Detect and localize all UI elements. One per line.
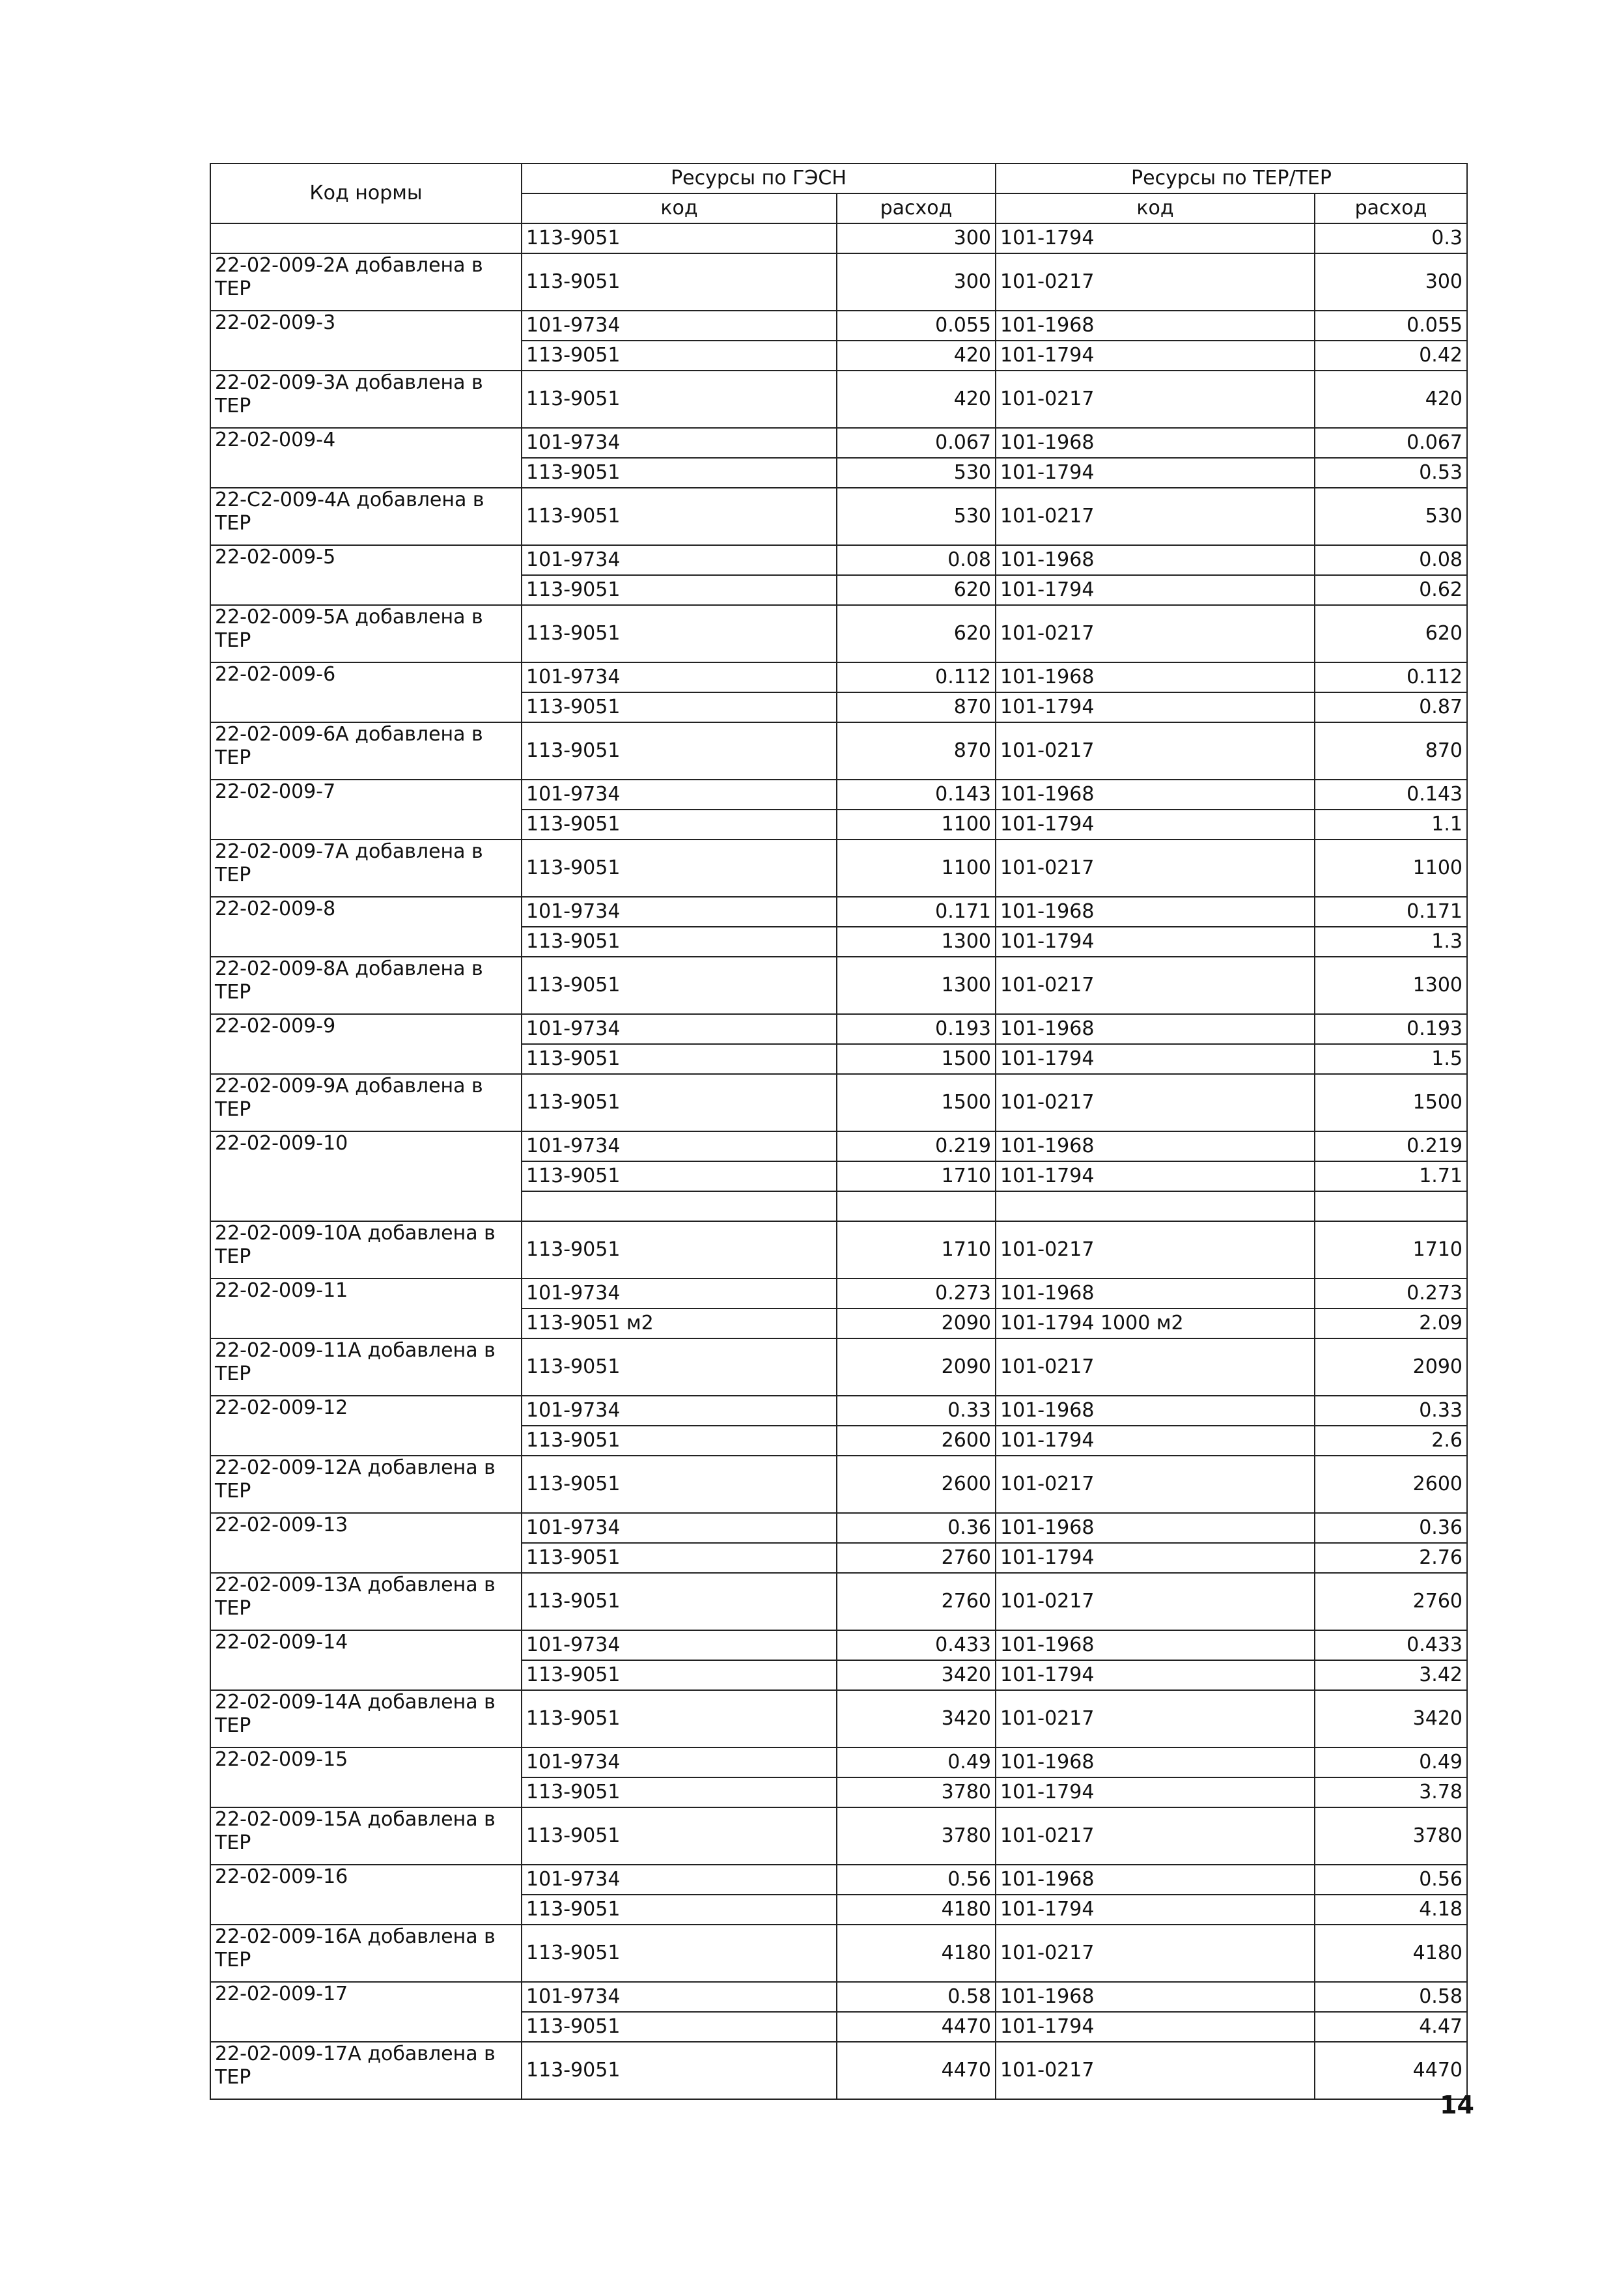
gesn-code-cell: 101-9734 <box>522 1982 837 2012</box>
ter-rate-cell: 1100 <box>1315 840 1467 897</box>
ter-rate-cell: 1.1 <box>1315 810 1467 840</box>
ter-rate-cell: 0.62 <box>1315 575 1467 605</box>
table-body <box>210 223 1467 2099</box>
ter-code-cell: 101-0217 <box>996 1807 1315 1865</box>
ter-code-cell: 101-1794 <box>996 692 1315 722</box>
table-row <box>210 1807 1467 1865</box>
ter-code-cell: 101-1794 <box>996 1777 1315 1807</box>
ter-code-cell: 101-1968 <box>996 1014 1315 1044</box>
ter-code-cell: 101-1968 <box>996 311 1315 341</box>
gesn-code-cell: 113-9051 <box>522 1690 837 1747</box>
ter-code-cell: 101-1794 <box>996 927 1315 957</box>
table-row <box>210 1777 1467 1807</box>
table-row <box>210 1279 1467 1308</box>
norm-code-cell: 22-02-009-2А добавлена в ТЕР <box>210 253 522 311</box>
table-row <box>210 1131 1467 1161</box>
gesn-rate-cell: 4470 <box>837 2012 996 2042</box>
gesn-code-cell: 113-9051 <box>522 1895 837 1925</box>
table-row <box>210 810 1467 840</box>
gesn-code-cell: 113-9051 <box>522 1044 837 1074</box>
ter-code-cell: 101-1968 <box>996 1982 1315 2012</box>
norm-code-cell: 22-02-009-12 <box>210 1396 522 1426</box>
ter-code-cell: 101-0217 <box>996 1221 1315 1279</box>
table-row <box>210 897 1467 927</box>
norm-code-cell <box>210 1044 522 1074</box>
norm-code-cell: 22-02-009-3 <box>210 311 522 341</box>
norm-code-cell: 22-02-009-14А добавлена в ТЕР <box>210 1690 522 1747</box>
gesn-code-cell: 113-9051 <box>522 840 837 897</box>
norm-code-cell: 22-02-009-13 <box>210 1513 522 1543</box>
gesn-rate-cell: 0.055 <box>837 311 996 341</box>
gesn-rate-cell: 1100 <box>837 810 996 840</box>
table-row <box>210 223 1467 253</box>
ter-code-cell: 101-1968 <box>996 1131 1315 1161</box>
gesn-code-cell: 113-9051 <box>522 575 837 605</box>
gesn-rate-cell: 2760 <box>837 1543 996 1573</box>
norm-code-cell: 22-02-009-8А добавлена в ТЕР <box>210 957 522 1014</box>
table-row <box>210 2012 1467 2042</box>
table-row <box>210 1191 1467 1221</box>
ter-code-cell: 101-0217 <box>996 1573 1315 1630</box>
gesn-rate-cell: 0.143 <box>837 780 996 810</box>
ter-rate-cell: 0.143 <box>1315 780 1467 810</box>
ter-rate-cell: 2090 <box>1315 1338 1467 1396</box>
ter-rate-cell: 0.219 <box>1315 1131 1467 1161</box>
table-row <box>210 1925 1467 1982</box>
gesn-code-cell: 113-9051 <box>522 1807 837 1865</box>
gesn-rate-cell: 2760 <box>837 1573 996 1630</box>
gesn-code-cell: 101-9734 <box>522 1630 837 1660</box>
ter-rate-cell: 0.08 <box>1315 545 1467 575</box>
table-row <box>210 1982 1467 2012</box>
resources-table <box>210 163 1468 2100</box>
gesn-rate-cell: 420 <box>837 341 996 371</box>
norm-code-cell: 22-02-009-13А добавлена в ТЕР <box>210 1573 522 1630</box>
table-row <box>210 428 1467 458</box>
gesn-code-cell: 113-9051 <box>522 1161 837 1191</box>
table-row <box>210 545 1467 575</box>
gesn-rate-cell: 0.36 <box>837 1513 996 1543</box>
ter-rate-cell: 0.53 <box>1315 458 1467 488</box>
ter-rate-cell: 3.42 <box>1315 1660 1467 1690</box>
ter-rate-cell: 300 <box>1315 253 1467 311</box>
ter-code-cell: 101-0217 <box>996 1925 1315 1982</box>
table-row <box>210 1338 1467 1396</box>
ter-code-cell: 101-0217 <box>996 840 1315 897</box>
gesn-rate-cell: 0.433 <box>837 1630 996 1660</box>
ter-code-cell: 101-1794 <box>996 223 1315 253</box>
ter-code-cell: 101-1794 <box>996 810 1315 840</box>
ter-rate-cell: 620 <box>1315 605 1467 662</box>
ter-code-cell: 101-1794 1000 м2 <box>996 1308 1315 1338</box>
gesn-code-cell: 113-9051 <box>522 341 837 371</box>
ter-rate-cell: 0.58 <box>1315 1982 1467 2012</box>
ter-rate-cell: 2600 <box>1315 1456 1467 1513</box>
table-row <box>210 1747 1467 1777</box>
gesn-code-cell: 113-9051 м2 <box>522 1308 837 1338</box>
gesn-rate-cell: 4180 <box>837 1895 996 1925</box>
norm-code-cell: 22-02-009-8 <box>210 897 522 927</box>
ter-rate-cell: 4.18 <box>1315 1895 1467 1925</box>
norm-code-cell: 22-С2-009-4А добавлена в ТЕР <box>210 488 522 545</box>
table-row <box>210 1543 1467 1573</box>
ter-code-cell: 101-1794 <box>996 575 1315 605</box>
table-row <box>210 1161 1467 1191</box>
ter-code-cell: 101-1794 <box>996 1161 1315 1191</box>
ter-code-cell: 101-1968 <box>996 780 1315 810</box>
table-row <box>210 927 1467 957</box>
gesn-rate-cell: 0.067 <box>837 428 996 458</box>
norm-code-cell: 22-02-009-17А добавлена в ТЕР <box>210 2042 522 2099</box>
ter-rate-cell: 1.3 <box>1315 927 1467 957</box>
ter-code-cell: 101-1968 <box>996 1630 1315 1660</box>
gesn-code-cell: 113-9051 <box>522 1925 837 1982</box>
norm-code-cell: 22-02-009-16А добавлена в ТЕР <box>210 1925 522 1982</box>
gesn-code-cell: 101-9734 <box>522 311 837 341</box>
table-row <box>210 1660 1467 1690</box>
ter-rate-cell: 2.76 <box>1315 1543 1467 1573</box>
norm-code-cell <box>210 1543 522 1573</box>
gesn-rate-cell: 530 <box>837 458 996 488</box>
gesn-rate-cell: 3780 <box>837 1807 996 1865</box>
gesn-rate-cell: 3780 <box>837 1777 996 1807</box>
norm-code-cell: 22-02-009-5А добавлена в ТЕР <box>210 605 522 662</box>
gesn-code-cell: 101-9734 <box>522 1747 837 1777</box>
ter-code-cell: 101-1794 <box>996 1895 1315 1925</box>
ter-code-cell: 101-1794 <box>996 1543 1315 1573</box>
gesn-code-cell: 101-9734 <box>522 1279 837 1308</box>
gesn-rate-cell: 1100 <box>837 840 996 897</box>
ter-code-cell: 101-0217 <box>996 371 1315 428</box>
ter-rate-cell: 0.193 <box>1315 1014 1467 1044</box>
ter-rate-cell: 4470 <box>1315 2042 1467 2099</box>
norm-code-cell: 22-02-009-9 <box>210 1014 522 1044</box>
gesn-code-cell: 113-9051 <box>522 1543 837 1573</box>
table-row <box>210 1573 1467 1630</box>
norm-code-cell <box>210 341 522 371</box>
ter-rate-cell: 0.36 <box>1315 1513 1467 1543</box>
gesn-code-cell: 113-9051 <box>522 810 837 840</box>
norm-code-cell <box>210 1426 522 1456</box>
norm-code-cell <box>210 575 522 605</box>
norm-code-cell: 22-02-009-6 <box>210 662 522 692</box>
table-row <box>210 341 1467 371</box>
gesn-rate-cell: 0.193 <box>837 1014 996 1044</box>
gesn-code-cell: 113-9051 <box>522 1456 837 1513</box>
norm-code-cell <box>210 1191 522 1221</box>
gesn-code-cell: 101-9734 <box>522 428 837 458</box>
gesn-rate-cell: 870 <box>837 692 996 722</box>
gesn-code-cell: 113-9051 <box>522 223 837 253</box>
table-row <box>210 840 1467 897</box>
ter-code-cell: 101-0217 <box>996 1456 1315 1513</box>
ter-code-cell: 101-1968 <box>996 897 1315 927</box>
ter-rate-cell: 420 <box>1315 371 1467 428</box>
gesn-rate-cell: 0.33 <box>837 1396 996 1426</box>
table-row <box>210 1396 1467 1426</box>
gesn-code-cell: 113-9051 <box>522 722 837 780</box>
ter-rate-cell: 3780 <box>1315 1807 1467 1865</box>
ter-code-cell: 101-1794 <box>996 341 1315 371</box>
table-row <box>210 1308 1467 1338</box>
gesn-code-cell: 113-9051 <box>522 488 837 545</box>
norm-code-cell: 22-02-009-11А добавлена в ТЕР <box>210 1338 522 1396</box>
norm-code-cell <box>210 1308 522 1338</box>
gesn-rate-cell: 4470 <box>837 2042 996 2099</box>
gesn-code-cell: 113-9051 <box>522 1426 837 1456</box>
gesn-rate-cell: 3420 <box>837 1660 996 1690</box>
norm-code-cell: 22-02-009-17 <box>210 1982 522 2012</box>
ter-rate-cell: 0.3 <box>1315 223 1467 253</box>
gesn-rate-cell: 3420 <box>837 1690 996 1747</box>
norm-code-cell: 22-02-009-10 <box>210 1131 522 1161</box>
table-row <box>210 311 1467 341</box>
gesn-rate-cell: 0.49 <box>837 1747 996 1777</box>
ter-rate-cell: 3420 <box>1315 1690 1467 1747</box>
norm-code-cell: 22-02-009-9А добавлена в ТЕР <box>210 1074 522 1131</box>
gesn-rate-cell: 620 <box>837 605 996 662</box>
ter-code-cell: 101-1968 <box>996 1396 1315 1426</box>
ter-rate-cell: 0.055 <box>1315 311 1467 341</box>
ter-rate-cell: 0.112 <box>1315 662 1467 692</box>
norm-code-cell <box>210 1895 522 1925</box>
table-row <box>210 1044 1467 1074</box>
norm-code-cell: 22-02-009-15А добавлена в ТЕР <box>210 1807 522 1865</box>
gesn-rate-cell: 1300 <box>837 927 996 957</box>
ter-code-cell: 101-1968 <box>996 545 1315 575</box>
norm-code-cell <box>210 927 522 957</box>
ter-rate-cell: 0.42 <box>1315 341 1467 371</box>
ter-code-cell: 101-0217 <box>996 253 1315 311</box>
ter-rate-cell: 0.33 <box>1315 1396 1467 1426</box>
gesn-rate-cell: 1300 <box>837 957 996 1014</box>
gesn-rate-cell: 4180 <box>837 1925 996 1982</box>
ter-code-cell <box>996 1191 1315 1221</box>
ter-rate-cell: 2.09 <box>1315 1308 1467 1338</box>
header-gesn-rate: расход <box>837 193 996 223</box>
ter-rate-cell: 4180 <box>1315 1925 1467 1982</box>
ter-rate-cell: 1.5 <box>1315 1044 1467 1074</box>
ter-rate-cell: 1.71 <box>1315 1161 1467 1191</box>
ter-code-cell: 101-1968 <box>996 662 1315 692</box>
gesn-code-cell: 101-9734 <box>522 780 837 810</box>
ter-rate-cell: 2.6 <box>1315 1426 1467 1456</box>
gesn-rate-cell: 2090 <box>837 1338 996 1396</box>
table-row <box>210 2042 1467 2099</box>
table-row <box>210 488 1467 545</box>
table-row <box>210 1513 1467 1543</box>
norm-code-cell: 22-02-009-15 <box>210 1747 522 1777</box>
gesn-code-cell: 101-9734 <box>522 1131 837 1161</box>
gesn-code-cell: 113-9051 <box>522 458 837 488</box>
norm-code-cell: 22-02-009-5 <box>210 545 522 575</box>
gesn-rate-cell: 1710 <box>837 1221 996 1279</box>
norm-code-cell <box>210 1161 522 1191</box>
gesn-code-cell: 101-9734 <box>522 1865 837 1895</box>
ter-code-cell: 101-1794 <box>996 1660 1315 1690</box>
ter-rate-cell: 2760 <box>1315 1573 1467 1630</box>
gesn-rate-cell: 2600 <box>837 1456 996 1513</box>
norm-code-cell <box>210 692 522 722</box>
gesn-rate-cell: 2600 <box>837 1426 996 1456</box>
gesn-code-cell: 113-9051 <box>522 957 837 1014</box>
table-row <box>210 692 1467 722</box>
table-row <box>210 1074 1467 1131</box>
gesn-code-cell: 101-9734 <box>522 1396 837 1426</box>
gesn-code-cell: 113-9051 <box>522 2042 837 2099</box>
ter-rate-cell: 1710 <box>1315 1221 1467 1279</box>
table-row <box>210 1426 1467 1456</box>
gesn-code-cell: 113-9051 <box>522 371 837 428</box>
gesn-rate-cell: 2090 <box>837 1308 996 1338</box>
gesn-rate-cell: 0.58 <box>837 1982 996 2012</box>
ter-rate-cell: 4.47 <box>1315 2012 1467 2042</box>
norm-code-cell: 22-02-009-12А добавлена в ТЕР <box>210 1456 522 1513</box>
norm-code-cell <box>210 223 522 253</box>
ter-rate-cell: 870 <box>1315 722 1467 780</box>
ter-rate-cell: 0.171 <box>1315 897 1467 927</box>
gesn-rate-cell: 0.08 <box>837 545 996 575</box>
gesn-code-cell: 113-9051 <box>522 1573 837 1630</box>
gesn-code-cell: 113-9051 <box>522 1777 837 1807</box>
header-gesn-code: код <box>522 193 837 223</box>
table-row <box>210 662 1467 692</box>
ter-rate-cell: 0.87 <box>1315 692 1467 722</box>
ter-code-cell: 101-0217 <box>996 722 1315 780</box>
ter-code-cell: 101-1794 <box>996 458 1315 488</box>
ter-rate-cell: 0.067 <box>1315 428 1467 458</box>
ter-rate-cell: 0.49 <box>1315 1747 1467 1777</box>
header-gesn-group: Ресурсы по ГЭСН <box>522 163 996 193</box>
table-row <box>210 458 1467 488</box>
ter-rate-cell: 0.273 <box>1315 1279 1467 1308</box>
gesn-code-cell: 101-9734 <box>522 1513 837 1543</box>
header-ter-rate: расход <box>1315 193 1467 223</box>
table-row <box>210 780 1467 810</box>
ter-code-cell: 101-1968 <box>996 1513 1315 1543</box>
gesn-rate-cell: 620 <box>837 575 996 605</box>
header-ter-code: код <box>996 193 1315 223</box>
gesn-code-cell: 113-9051 <box>522 1660 837 1690</box>
gesn-code-cell: 101-9734 <box>522 545 837 575</box>
ter-code-cell: 101-0217 <box>996 1690 1315 1747</box>
norm-code-cell <box>210 2012 522 2042</box>
ter-code-cell: 101-1794 <box>996 1426 1315 1456</box>
norm-code-cell: 22-02-009-7А добавлена в ТЕР <box>210 840 522 897</box>
gesn-rate-cell: 420 <box>837 371 996 428</box>
ter-rate-cell: 0.56 <box>1315 1865 1467 1895</box>
gesn-rate-cell: 530 <box>837 488 996 545</box>
ter-code-cell: 101-0217 <box>996 605 1315 662</box>
norm-code-cell: 22-02-009-6А добавлена в ТЕР <box>210 722 522 780</box>
gesn-rate-cell: 1500 <box>837 1044 996 1074</box>
gesn-code-cell: 113-9051 <box>522 1338 837 1396</box>
gesn-rate-cell: 0.171 <box>837 897 996 927</box>
norm-code-cell <box>210 810 522 840</box>
gesn-code-cell: 101-9734 <box>522 1014 837 1044</box>
ter-rate-cell: 1300 <box>1315 957 1467 1014</box>
gesn-rate-cell <box>837 1191 996 1221</box>
norm-code-cell: 22-02-009-16 <box>210 1865 522 1895</box>
gesn-code-cell: 113-9051 <box>522 253 837 311</box>
table-row <box>210 1221 1467 1279</box>
table-row <box>210 605 1467 662</box>
gesn-code-cell: 113-9051 <box>522 927 837 957</box>
table-row <box>210 1690 1467 1747</box>
table-row <box>210 1630 1467 1660</box>
ter-code-cell: 101-0217 <box>996 1074 1315 1131</box>
ter-rate-cell <box>1315 1191 1467 1221</box>
gesn-rate-cell: 0.273 <box>837 1279 996 1308</box>
page-number: 14 <box>1440 2091 1474 2119</box>
table-row <box>210 1895 1467 1925</box>
norm-code-cell: 22-02-009-11 <box>210 1279 522 1308</box>
gesn-code-cell: 113-9051 <box>522 2012 837 2042</box>
ter-code-cell: 101-0217 <box>996 957 1315 1014</box>
norm-code-cell: 22-02-009-4 <box>210 428 522 458</box>
gesn-code-cell <box>522 1191 837 1221</box>
norm-code-cell <box>210 1777 522 1807</box>
gesn-code-cell: 101-9734 <box>522 662 837 692</box>
gesn-code-cell: 113-9051 <box>522 1074 837 1131</box>
table-row <box>210 957 1467 1014</box>
norm-code-cell <box>210 458 522 488</box>
table-row <box>210 371 1467 428</box>
table-row <box>210 1865 1467 1895</box>
gesn-rate-cell: 1500 <box>837 1074 996 1131</box>
ter-code-cell: 101-1968 <box>996 1747 1315 1777</box>
table-row <box>210 722 1467 780</box>
norm-code-cell: 22-02-009-7 <box>210 780 522 810</box>
gesn-rate-cell: 0.219 <box>837 1131 996 1161</box>
ter-code-cell: 101-1968 <box>996 1279 1315 1308</box>
norm-code-cell: 22-02-009-10А добавлена в ТЕР <box>210 1221 522 1279</box>
ter-code-cell: 101-1794 <box>996 2012 1315 2042</box>
ter-rate-cell: 530 <box>1315 488 1467 545</box>
ter-rate-cell: 3.78 <box>1315 1777 1467 1807</box>
gesn-rate-cell: 0.112 <box>837 662 996 692</box>
ter-code-cell: 101-0217 <box>996 488 1315 545</box>
header-norm-code: Код нормы <box>210 163 522 223</box>
table-row <box>210 1456 1467 1513</box>
ter-code-cell: 101-0217 <box>996 1338 1315 1396</box>
ter-code-cell: 101-1968 <box>996 1865 1315 1895</box>
ter-rate-cell: 1500 <box>1315 1074 1467 1131</box>
gesn-rate-cell: 1710 <box>837 1161 996 1191</box>
ter-code-cell: 101-1968 <box>996 428 1315 458</box>
table-row <box>210 253 1467 311</box>
gesn-code-cell: 113-9051 <box>522 605 837 662</box>
gesn-code-cell: 113-9051 <box>522 1221 837 1279</box>
gesn-rate-cell: 300 <box>837 223 996 253</box>
ter-rate-cell: 0.433 <box>1315 1630 1467 1660</box>
table-row <box>210 1014 1467 1044</box>
norm-code-cell <box>210 1660 522 1690</box>
norm-code-cell: 22-02-009-14 <box>210 1630 522 1660</box>
header-ter-group: Ресурсы по ТЕР/ТЕР <box>996 163 1467 193</box>
ter-code-cell: 101-0217 <box>996 2042 1315 2099</box>
gesn-rate-cell: 870 <box>837 722 996 780</box>
gesn-rate-cell: 0.56 <box>837 1865 996 1895</box>
norm-code-cell: 22-02-009-3А добавлена в ТЕР <box>210 371 522 428</box>
gesn-code-cell: 101-9734 <box>522 897 837 927</box>
gesn-code-cell: 113-9051 <box>522 692 837 722</box>
table-row <box>210 575 1467 605</box>
ter-code-cell: 101-1794 <box>996 1044 1315 1074</box>
gesn-rate-cell: 300 <box>837 253 996 311</box>
